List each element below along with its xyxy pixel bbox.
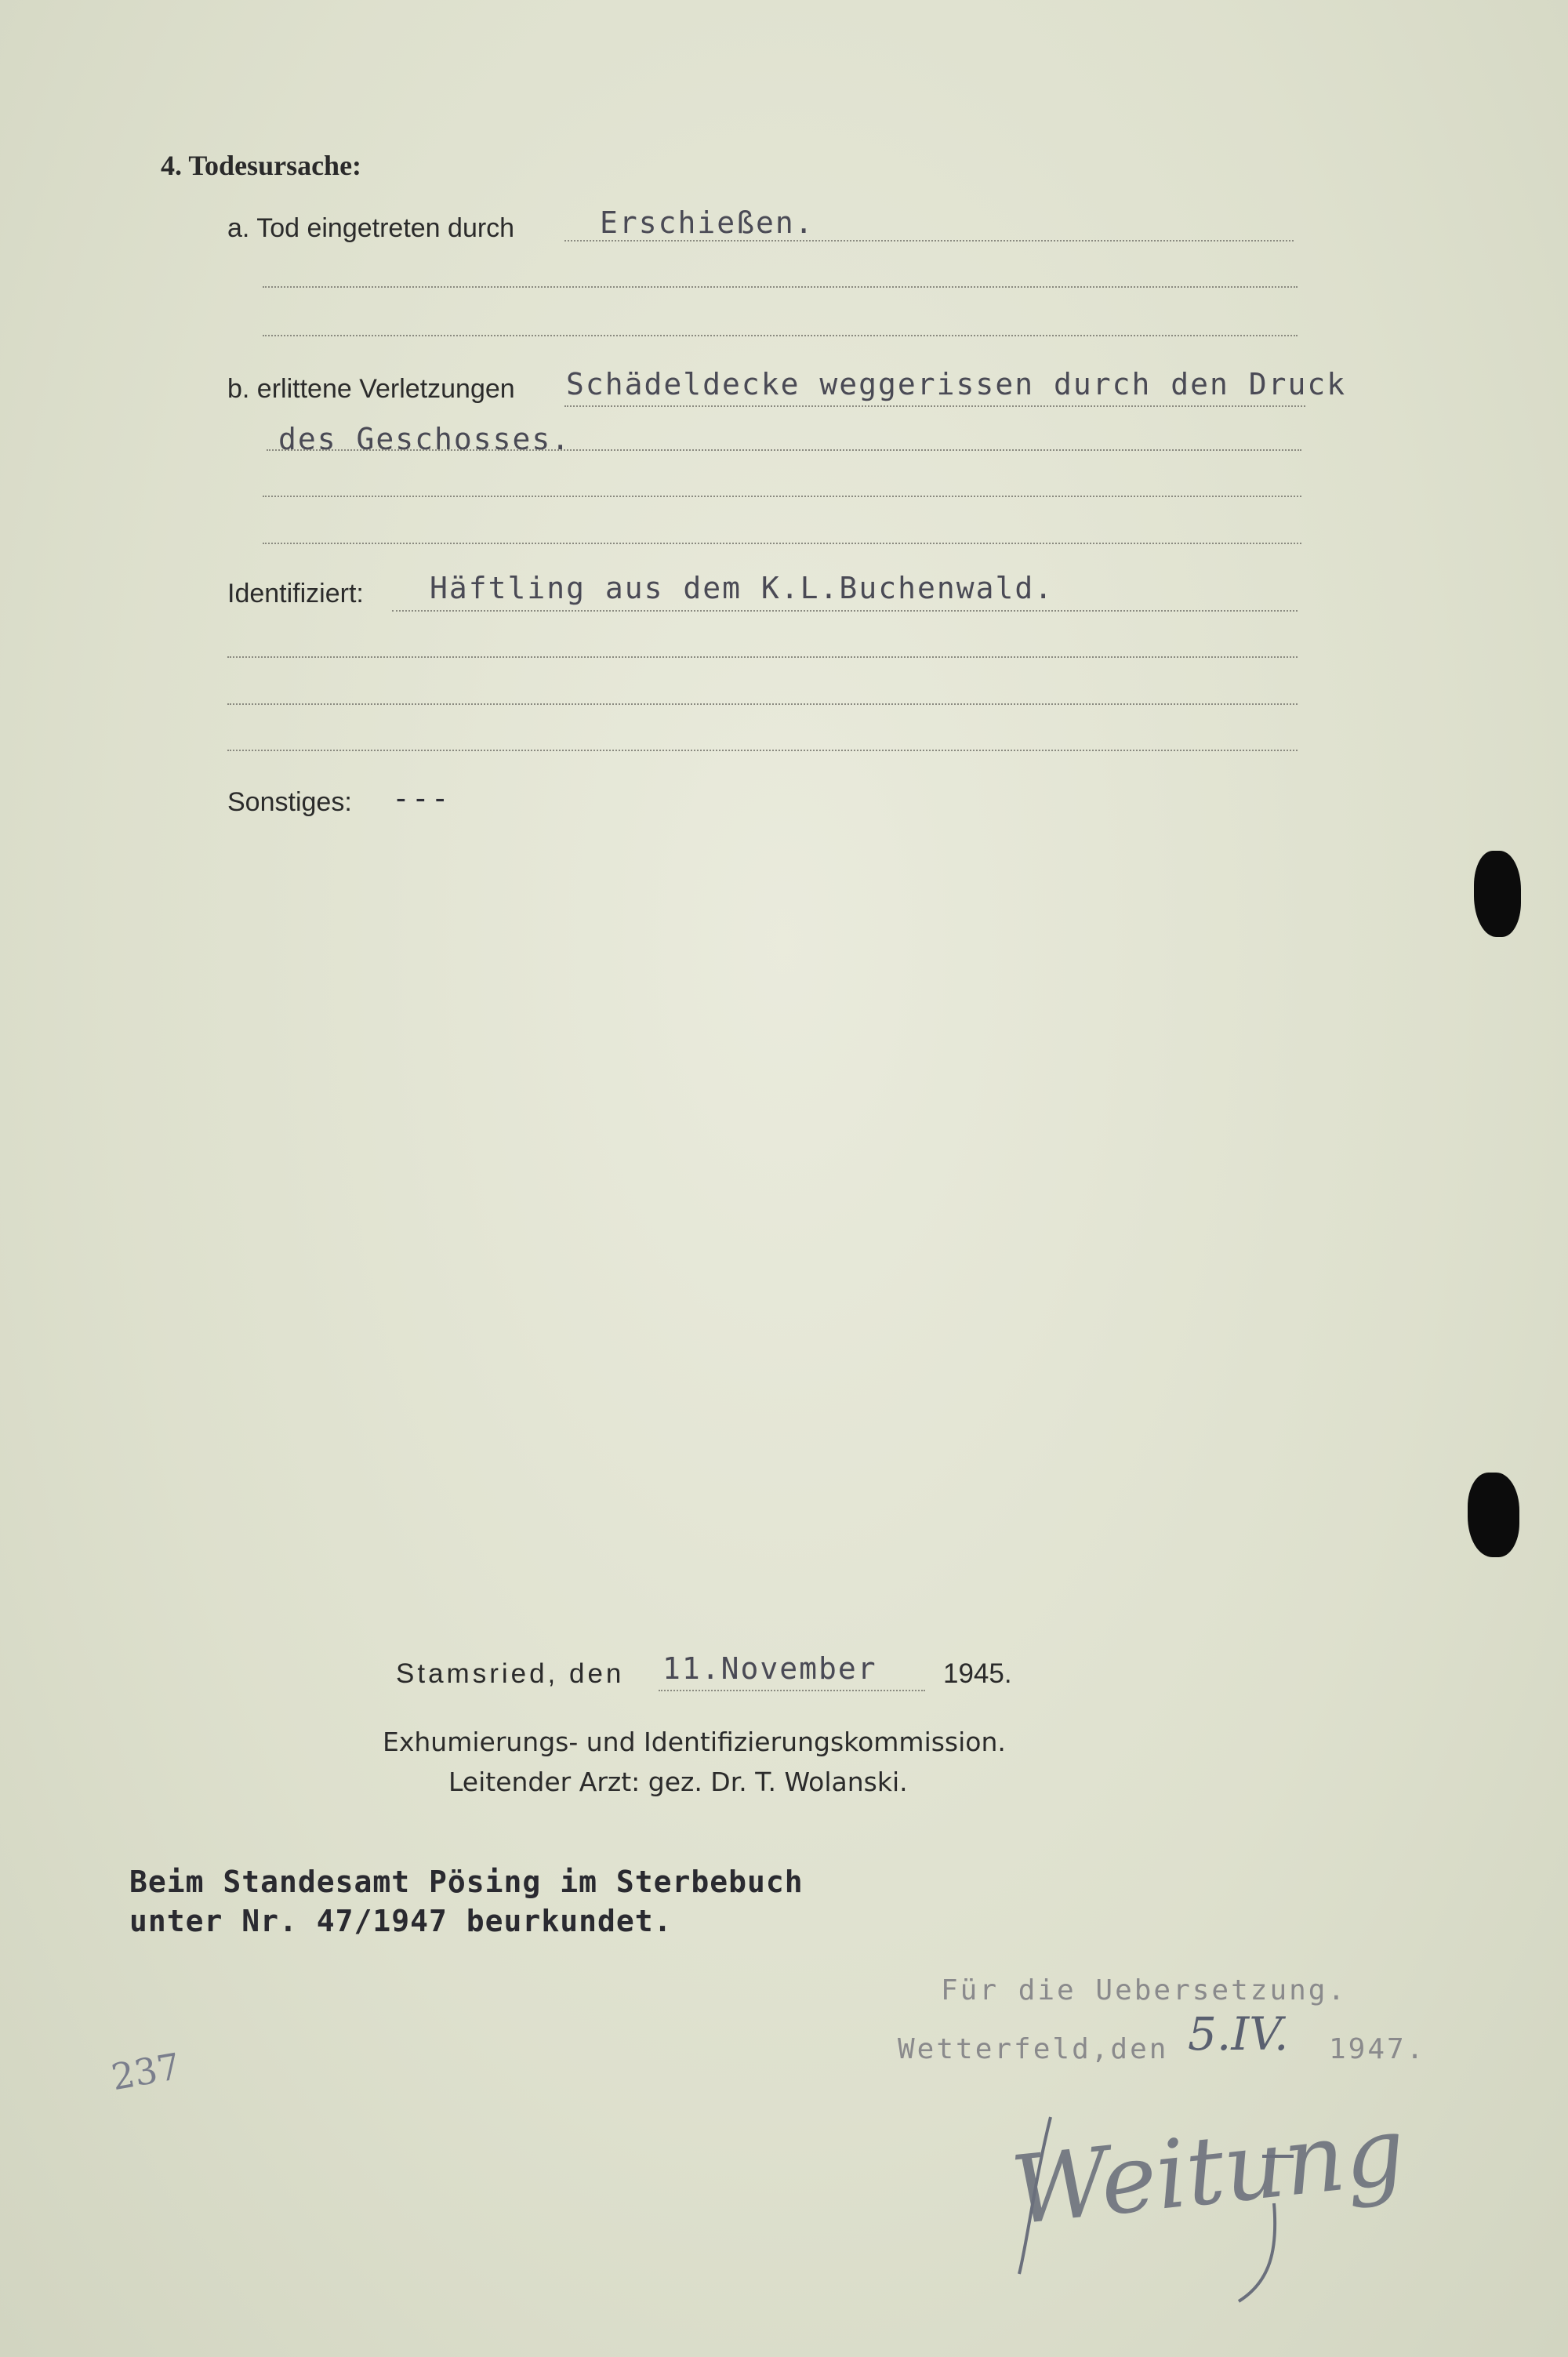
- cause-a-line-3: [263, 335, 1298, 336]
- dateline-place: Stamsried, den: [396, 1658, 625, 1689]
- cause-a-value: Erschießen.: [600, 205, 815, 240]
- cause-b-line-4: [263, 543, 1301, 544]
- identified-label: Identifiziert:: [227, 579, 364, 608]
- translation-line1: Für die Uebersetzung.: [941, 1974, 1348, 2007]
- cause-a-line: [564, 240, 1294, 242]
- dateline-date-line: [659, 1690, 925, 1691]
- commission-line2: Leitender Arzt: gez. Dr. T. Wolanski.: [448, 1767, 908, 1797]
- cause-b-line-2: [267, 449, 1301, 451]
- dateline-year: 1945.: [943, 1658, 1012, 1689]
- dateline-date: 11.November: [662, 1651, 877, 1686]
- cause-b-line: [564, 405, 1305, 407]
- translation-handwritten-date: 5.IV.: [1188, 2007, 1289, 2061]
- signature-stroke: [1004, 2086, 1333, 2321]
- cause-b-label: b. erlittene Verletzungen: [227, 374, 515, 404]
- registry-line1: Beim Standesamt Pösing im Sterbebuch: [129, 1865, 804, 1899]
- other-value: ---: [392, 781, 451, 815]
- identified-line: [392, 610, 1298, 612]
- registry-line2: unter Nr. 47/1947 beurkundet.: [129, 1904, 673, 1938]
- commission-line1: Exhumierungs- und Identifizierungskommission.: [383, 1727, 1006, 1757]
- cause-a-line-2: [263, 286, 1298, 288]
- translation-year: 1947.: [1329, 2033, 1426, 2065]
- other-label: Sonstiges:: [227, 787, 352, 817]
- cause-a-label: a. Tod eingetreten durch: [227, 213, 515, 243]
- section-heading: 4. Todesursache:: [161, 150, 362, 181]
- identified-line-4: [227, 750, 1298, 751]
- punch-hole-top: [1474, 851, 1521, 937]
- translation-place: Wetterfeld,den: [898, 2033, 1169, 2065]
- identified-line-2: [227, 656, 1298, 658]
- punch-hole-bottom: [1468, 1473, 1519, 1557]
- margin-note: 237: [107, 2044, 183, 2099]
- identified-line-3: [227, 703, 1298, 705]
- signature: Weitung: [1007, 2097, 1410, 2246]
- cause-b-value-line1: Schädeldecke weggerissen durch den Druck: [566, 367, 1347, 401]
- identified-value: Häftling aus dem K.L.Buchenwald.: [430, 571, 1054, 605]
- cause-b-value-line2: des Geschosses.: [278, 422, 572, 456]
- cause-b-line-3: [263, 496, 1301, 497]
